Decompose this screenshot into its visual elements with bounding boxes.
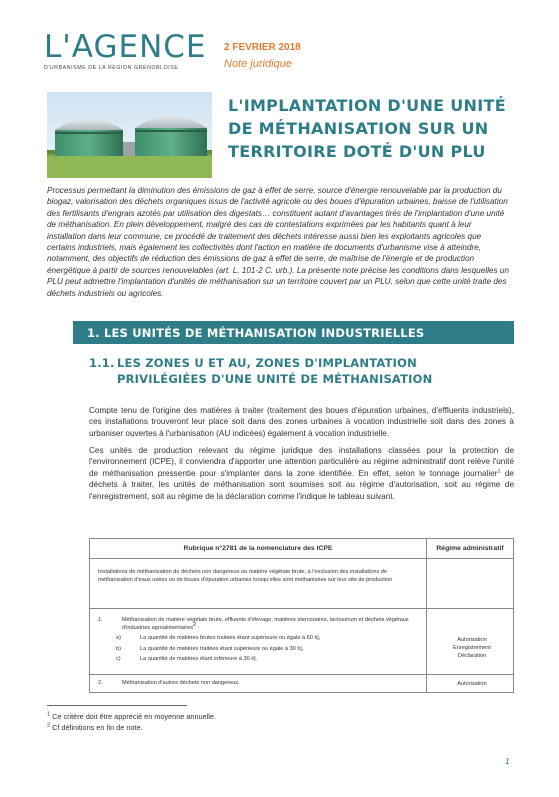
footnote-text: Ce critère doit être apprécié en moyenne annuelle. — [50, 712, 216, 721]
intro-paragraph: Processus permettant la diminution des émissions de gaz à effet de serre, source d'énergie renouvelable par la production du biogaz, valorisation des déchets organiques issus de l'activité agricole ou des boues d'épuration urbaines, baisse de l'utilisation des fertilisants d'engrais azotés par utilisation des digestats… constituent autant d'avantages tirés de l'implantation d'une unité de méthanisation. En plein développement, malgré des cas de contestations exprimées par les habitants quant à leur installation dans leur commune, ce procédé de traitement des déchets intéresse aussi bien les exploitants agricoles que certains industriels, mais également les collectivités dont l'action en matière de documents d'urbanisme vise à atteindre, notamment, des objectifs de réduction des émissions de gaz à effet de serre, de maîtrise de l'énergie et de production énergétique à partir de sources renouvelables (art. L. 101-2 C. urb.). La présente note précise les conditions dans lesquelles un PLU peut admettre l'implantation d'unités de méthanisation sur un territoire couvert par un PLU, selon que cette unité traite des déchets industriels ou agricoles. — [47, 186, 509, 298]
footnote-text: Cf définitions en fin de note. — [50, 723, 143, 732]
footnote-mark: 2 — [47, 722, 51, 729]
footnote-ref-1[interactable]: 1 — [497, 468, 501, 475]
table-cell — [427, 609, 514, 675]
logo-subtitle: D'URBANISME DE LA RÉGION GRENOBLOISE — [44, 65, 179, 71]
hero-image-methanisation-plant — [47, 92, 212, 178]
table-row — [90, 559, 514, 609]
document-type: Note juridique — [224, 58, 292, 70]
footnote-2 — [47, 723, 143, 732]
table-header-rubrique: Rubrique n°2781 de la nomenclature des ICPE — [90, 539, 427, 559]
sub-item-letter: c) — [116, 655, 121, 662]
sub-item-text: La quantité de matières brutes traitées étant supérieure ou égale à 60 t/j, — [140, 635, 321, 642]
sub-item-letter: b) — [116, 645, 121, 652]
table-row — [90, 609, 514, 675]
page-number: 1 — [505, 756, 510, 766]
document-date: 2 FEVRIER 2018 — [224, 42, 301, 53]
sub-item — [98, 645, 422, 653]
icpe-table — [89, 538, 514, 693]
table-cell — [90, 609, 427, 675]
regime-value: Déclaration — [457, 653, 487, 660]
regime-value: Enregistrement — [453, 645, 491, 652]
section-heading-1: 1. LES UNITÉS DE MÉTHANISATION INDUSTRIELLES — [73, 321, 514, 344]
item-colon: : — [196, 625, 200, 632]
list-number: 1. — [98, 617, 103, 623]
document-title: L'IMPLANTATION D'UNE UNITÉ DE MÉTHANISATION SUR UN TERRITOIRE DOTÉ D'UN PLU — [228, 96, 506, 161]
paragraph-text: Ces unités de production relevant du régime juridique des installations classées pour la protection de l'environnement (ICPE), il conviendra d'apporter une attention particulière au régime administratif dont relève l'unité de méthanisation pressentie pour s'implanter dans la zone identifiée. En effet, selon le tonnage journalier — [89, 446, 514, 478]
list-number: 2. — [98, 680, 103, 686]
table-cell — [427, 559, 514, 609]
section-title: LES ZONES U ET AU, ZONES D'IMPLANTATION PRIVILÉGIÉES D'UNE UNITÉ DE MÉTHANISATION — [117, 356, 433, 386]
table-cell: Installations de méthanisation de déchets non dangereux ou matière végétale brute, à l'exclusion des installations de méthanisation d'eaux usées ou de boues d'épuration urbaines lorsqu'elles sont méthanisées sur leur site de production — [90, 559, 427, 609]
item-text: Méthanisation de matière végétale brute, effluents d'élevage, matières stercoraires, lactosérum et déchets végétaux d'industries agroalimentaires — [122, 617, 409, 632]
footnote-divider — [47, 705, 187, 706]
sub-item — [98, 655, 422, 663]
methanisation-plant-illustration — [47, 92, 212, 178]
footnote-mark: 1 — [47, 711, 51, 718]
agency-logo — [44, 30, 207, 71]
regime-value: Autorisation — [457, 637, 487, 643]
footnote-ref-2[interactable]: 2 — [193, 622, 197, 629]
sub-item-text: La quantité de matières étant inférieure à 30 t/j. — [140, 655, 258, 662]
regime-value: Autorisation — [427, 675, 514, 693]
sub-item-letter: a) — [116, 635, 121, 642]
list-text — [122, 616, 422, 632]
table-header-regime: Régime administratif — [427, 539, 514, 559]
body-paragraph-2 — [89, 445, 514, 502]
section-heading-1-1 — [89, 355, 509, 387]
logo-text: L'AGENCE — [44, 29, 207, 65]
paragraph-text: de déchets à traiter, les unités de méthanisation sont soumises soit au régime d'autorisation, soit au régime de l'enregistrement, soit au régime de la déclaration comme l'indique le tableau suivant. — [89, 468, 514, 501]
section-number: 1.1. — [89, 356, 115, 370]
list-text: Méthanisation d'autres déchets non dangereux. — [122, 680, 240, 686]
table-cell — [90, 675, 427, 693]
list-item — [98, 616, 422, 632]
footnote-1 — [47, 712, 216, 721]
list-item — [98, 680, 422, 686]
sub-item-text: La quantité de matières traitées étant supérieure ou égale à 30 t/j, — [140, 645, 304, 652]
table-row — [90, 675, 514, 693]
sub-item — [98, 634, 422, 642]
body-paragraph-1: Compte tenu de l'origine des matières à traiter (traitement des boues d'épuration urbaines, d'effluents industriels), ces installations trouveront leur place soit dans des zones urbaines à vocation industrielle soit dans des zones à urbaniser ouvertes à l'urbanisation (AU indicées) également à vocation industrielle. — [89, 406, 514, 438]
